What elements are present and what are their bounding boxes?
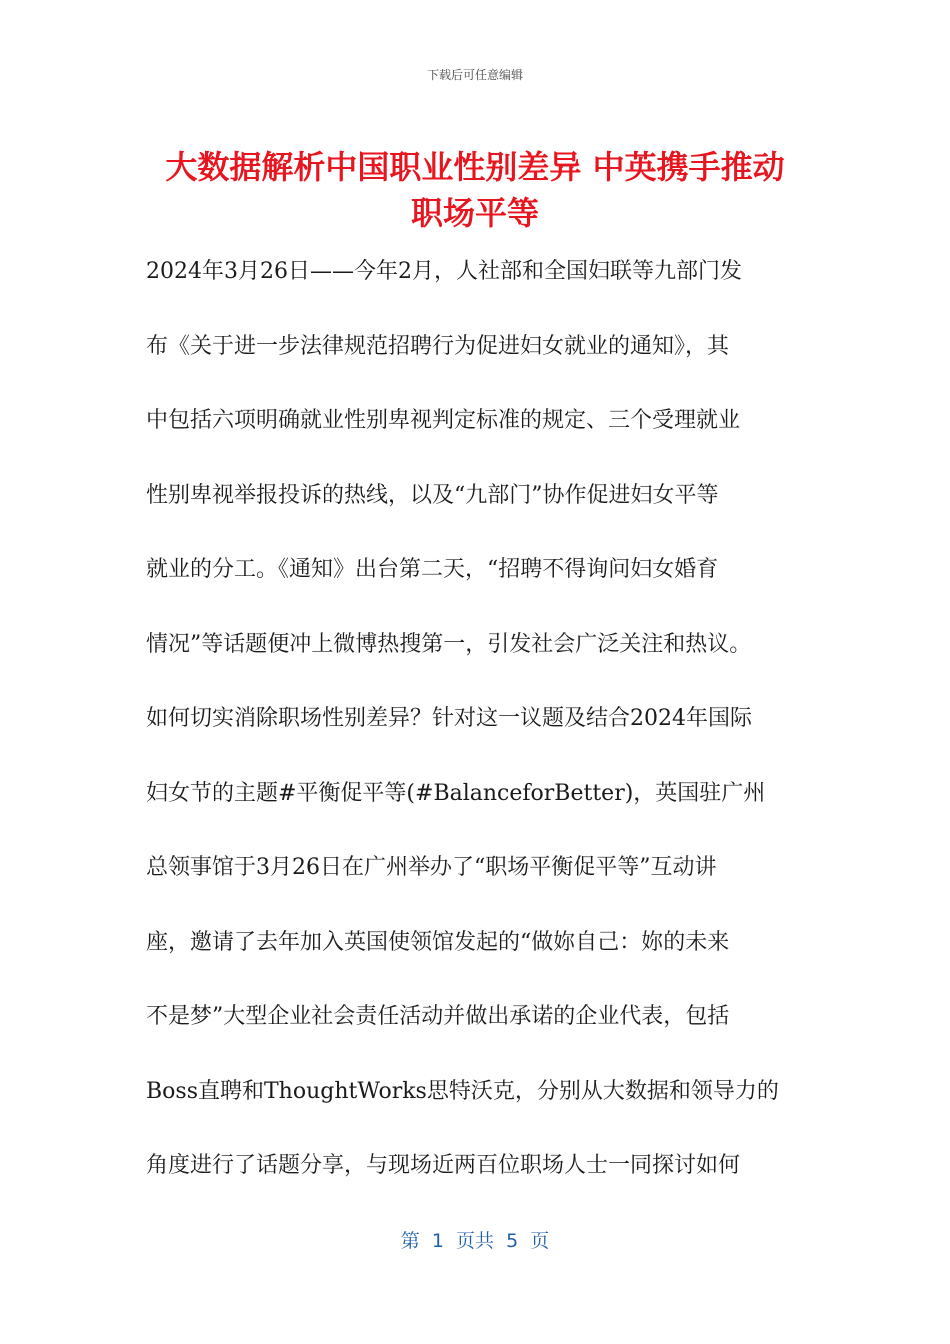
paragraph-line: 妇女节的主题#平衡促平等(#BalanceforBetter)，英国驻广州 [146,780,766,806]
article-body [146,252,806,1221]
paragraph-line: 中包括六项明确就业性别卑视判定标准的规定、三个受理就业 [146,408,741,433]
paragraph-line: Boss直聘和ThoughtWorks思特沃克，分别从大数据和领导力的 [146,1078,779,1104]
paragraph-line: 性别卑视举报投诉的热线，以及“九部门”协作促进妇女平等 [146,482,719,508]
paragraph-line: 2024年3月26日——今年2月，人社部和全国妇联等九部门发 [146,259,742,284]
page-number-footer: 第 1 页共 5 页 [400,1230,550,1252]
paragraph-line: 总领事馆于3月26日在广州举办了“职场平衡促平等”互动讲 [146,855,717,880]
paragraph-line: 角度进行了话题分享，与现场近两百位职场人士一同探讨如何 [146,1153,741,1178]
paragraph-line: 就业的分工。《通知》出台第二天，“招聘不得询问妇女婚育 [146,557,719,582]
paragraph-line: 不是梦”大型企业社会责任活动并做出承诺的企业代表，包括 [146,1004,730,1029]
paragraph-line: 情况”等话题便冲上微博热搜第一，引发社会广泛关注和热议。 [146,631,752,657]
page-title [120,144,830,236]
header-note: 下载后可任意编辑 [426,68,523,82]
paragraph-line: 座，邀请了去年加入英国使领馆发起的“做妳自己：妳的未来 [146,929,730,955]
title-line: 职场平等 [410,194,539,232]
paragraph-line: 布《关于进一步法律规范招聘行为促进妇女就业的通知》，其 [146,333,730,359]
paragraph-line: 如何切实消除职场性别差异？针对这一议题及结合2024年国际 [146,706,752,731]
title-line: 大数据解析中国职业性别差异 中英携手推动 [165,148,785,186]
